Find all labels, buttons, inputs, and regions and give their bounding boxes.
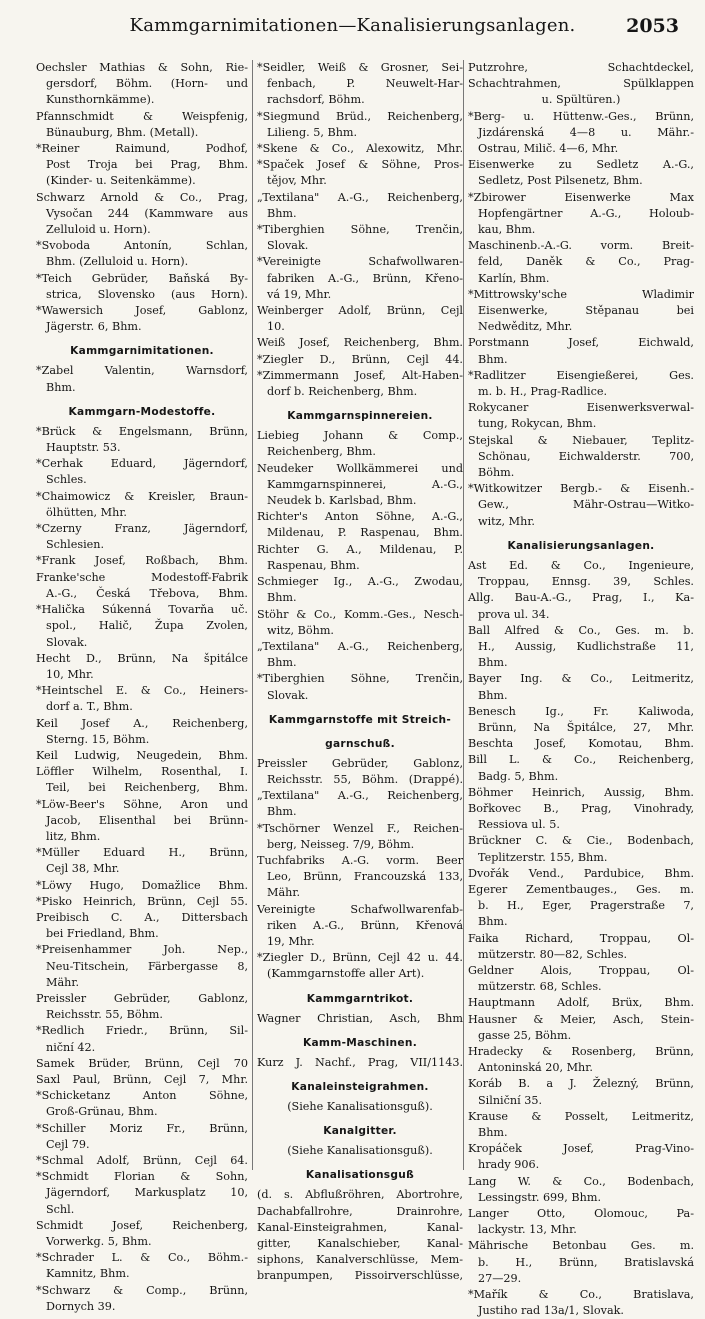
entry-line: Langer Otto, Olomouc, Pa- — [468, 1207, 694, 1221]
entry-line: Sedletz, Post Pilsenetz, Bhm. — [478, 174, 643, 188]
entry-line: Bünauburg, Bhm. (Metall). — [46, 125, 199, 139]
entry-line: *Halička Súkenná Tovarňa uč. — [36, 603, 248, 617]
entry-line: Kropáček Josef, Prag-Vino- — [468, 1142, 694, 1156]
entry-line: Jägerstr. 6, Bhm. — [46, 320, 142, 334]
entry-line: Franke'sche Modestoff-Fabrik — [36, 570, 248, 584]
entry-line: fenbach, P. Neuwelt-Har- — [267, 77, 463, 91]
entry-line: (Siehe Kanalisationsguß). — [287, 1144, 433, 1158]
section-heading: Kanalisierungsanlagen. — [507, 539, 655, 552]
entry-line: Keil Ludwig, Neugedein, Bhm. — [36, 748, 248, 762]
entry-line: Keil Josef A., Reichenberg, — [36, 716, 248, 730]
entry-line: Hopfengärtner A.-G., Holoub- — [478, 206, 694, 220]
entry-line: Schles. — [46, 473, 87, 487]
entry-line: *Heintschel E. & Co., Heiners- — [36, 684, 248, 698]
section-heading: Kanalgitter. — [323, 1125, 397, 1138]
entry-line: Preissler Gebrüder, Gablonz, — [257, 756, 463, 770]
page-number: 2053 — [626, 15, 679, 37]
entry-line: Bhm. — [478, 1126, 508, 1139]
entry-line: Schönau, Eichwalderstr. 700, — [478, 449, 694, 463]
entry-line: Bhm. — [267, 656, 297, 670]
entry-line: Ast Ed. & Co., Ingenieure, — [468, 558, 694, 572]
entry-line: *Schicketanz Anton Söhne, — [36, 1089, 248, 1103]
entry-line: *Preisenhammer Joh. Nep., — [36, 943, 248, 957]
entry-line: Beschta Josef, Komotau, Bhm. — [468, 737, 694, 751]
column-left — [36, 60, 248, 1313]
entry-line: Neudek b. Karlsbad, Bhm. — [267, 494, 417, 508]
column-middle — [252, 60, 463, 1283]
section-heading: Kammgarn-Modestoffe. — [68, 405, 216, 418]
section-heading: Kammgarnstoffe mit Streich- — [268, 713, 452, 726]
entry-line: *Schmidt Florian & Sohn, — [36, 1170, 248, 1184]
entry-line: Bayer Ing. & Co., Leitmeritz, — [468, 672, 694, 686]
entry-line: Schwarz Arnold & Co., Prag, — [36, 190, 248, 204]
entry-line: Preissler Gebrüder, Gablonz, — [36, 991, 248, 1005]
entry-line: Mähr. — [46, 975, 80, 989]
entry-line: *Witkowitzer Bergb.- & Eisenh.- — [468, 482, 694, 496]
entry-line: Porstmann Josef, Eichwald, — [468, 336, 694, 350]
entry-line: Geldner Alois, Troppau, Ol- — [468, 963, 694, 977]
entry-line: Jacob, Elisenthal bei Brünn- — [46, 813, 248, 827]
entry-line: Bhm. — [267, 206, 297, 220]
entry-line: rachsdorf, Böhm. — [267, 93, 365, 107]
entry-line: Ressiova ul. 5. — [478, 818, 560, 832]
entry-line: (Kammgarnstoffe aller Art). — [267, 967, 425, 981]
entry-line: Leo, Brünn, Francouzská 133, — [267, 870, 463, 884]
entry-line: *Berg- u. Hüttenw.-Ges., Brünn, — [468, 109, 694, 123]
entry-line: Dachabfallrohre, Drainrohre, — [257, 1204, 463, 1218]
entry-line: Dvořák Vend., Pardubice, Bhm. — [468, 866, 694, 880]
entry-line: Bhm. — [267, 805, 297, 819]
entry-line: Brückner C. & Cie., Bodenbach, — [468, 834, 694, 848]
entry-line: Badg. 5, Bhm. — [478, 769, 559, 783]
section-heading: Kammgarnimitationen. — [70, 345, 214, 358]
entry-line: bei Friedland, Bhm. — [46, 927, 159, 941]
entry-line: *Skene & Co., Alexowitz, Mhr. — [257, 142, 463, 156]
entry-line: „Textilana" A.-G., Reichenberg, — [257, 190, 463, 204]
entry-line: spol., Halič, Župa Zvolen, — [46, 619, 248, 633]
entry-line: Richter G. A., Mildenau, P. — [257, 542, 463, 556]
entry-line: 10, Mhr. — [46, 667, 94, 681]
entry-line: Bhm. — [267, 591, 297, 605]
entry-line: Jägerndorf, Markusplatz 10, — [46, 1186, 248, 1200]
entry-line: Kamnitz, Bhm. — [46, 1267, 130, 1281]
entry-line: *Schrader L. & Co., Böhm.- — [36, 1251, 248, 1265]
entry-line: Putzrohre, Schachtdeckel, — [468, 61, 694, 74]
entry-line: Cejl 79. — [46, 1137, 90, 1151]
entry-line: Bhm. — [478, 688, 508, 702]
entry-line: Egerer Zementbauges., Ges. m. — [468, 882, 694, 896]
entry-line: *Ziegler D., Brünn, Cejl 44. — [257, 352, 463, 366]
entry-line: kau, Bhm. — [478, 223, 536, 237]
entry-line: feld, Daněk & Co., Prag- — [478, 255, 694, 269]
entry-line: Stöhr & Co., Komm.-Ges., Nesch- — [257, 607, 463, 621]
entry-line: *Müller Eduard H., Brünn, — [36, 846, 248, 860]
entry-line: witz, Böhm. — [267, 623, 334, 637]
entry-line: Liebieg Johann & Comp., — [257, 429, 463, 443]
entry-line: dorf b. Reichenberg, Bhm. — [267, 385, 418, 399]
entry-line: Mährische Betonbau Ges. m. — [468, 1239, 694, 1253]
entry-line: Wagner Christian, Asch, Bhm — [257, 1011, 463, 1025]
entry-line: 19, Mhr. — [267, 934, 315, 948]
entry-line: Vysočan 244 (Kammware aus — [46, 206, 248, 220]
entry-line: dorf a. T., Bhm. — [46, 700, 133, 714]
entry-line: Troppau, Ennsg. 39, Schles. — [478, 575, 694, 589]
entry-line: Zelluloid u. Horn). — [46, 223, 151, 237]
entry-line: Allg. Bau-A.-G., Prag, I., Ka- — [468, 591, 694, 605]
entry-line: (Siehe Kanalisationsguß). — [287, 1099, 433, 1113]
entry-line: strica, Slovensko (aus Horn). — [46, 287, 248, 301]
page-title: Kammgarnimitationen—Kanalisierungsanlagen. — [129, 15, 576, 36]
entry-line: Rokycaner Eisenwerksverwal- — [468, 401, 694, 415]
entry-line: Bhm. — [478, 352, 508, 366]
entry-line: H., Aussig, Kudlichstraße 11, — [478, 639, 694, 653]
section-heading: garnschuß. — [325, 737, 395, 750]
entry-line: Jizdárenská 4—8 u. Mähr.- — [478, 125, 694, 139]
entry-line: *Löwy Hugo, Domažlice Bhm. — [36, 878, 248, 892]
entry-line: Tuchfabriks A.-G. vorm. Beer — [257, 853, 463, 867]
entry-line: *Mittrowsky'sche Wladimir — [468, 287, 694, 301]
entry-line: Böhm. — [478, 466, 515, 480]
entry-line: Sterng. 15, Böhm. — [46, 732, 150, 746]
entry-line: tějov, Mhr. — [267, 174, 327, 188]
entry-line: 27—29. — [478, 1271, 522, 1285]
entry-line: Mildenau, P. Raspenau, Bhm. — [267, 526, 463, 540]
section-heading: Kanalisationsguß — [305, 1169, 415, 1182]
entry-line: ölhütten, Mhr. — [46, 505, 127, 519]
section-heading: Kamm-Maschinen. — [302, 1036, 418, 1049]
entry-line: *Brück & Engelsmann, Brünn, — [36, 424, 248, 438]
section-heading: Kammgarnspinnereien. — [287, 410, 433, 423]
entry-line: Bhm. — [478, 915, 508, 929]
entry-line: Slovak. — [267, 688, 309, 702]
entry-line: Post Troja bei Prag, Bhm. — [46, 158, 248, 172]
entry-line: Justiho rad 13a/1, Slovak. — [478, 1304, 624, 1318]
entry-line: Koráb B. a J. Železný, Brünn, — [468, 1077, 694, 1091]
entry-line: Kammgarnspinnerei, A.-G., — [267, 477, 463, 491]
entry-line: Dornych 39. — [46, 1299, 116, 1313]
entry-line: Weiß Josef, Reichenberg, Bhm. — [257, 336, 463, 350]
entry-line: *Zimmermann Josef, Alt-Haben- — [257, 368, 463, 382]
entry-line: Raspenau, Bhm. — [267, 558, 360, 572]
entry-line: A.-G., Česká Třebova, Bhm. — [46, 586, 248, 600]
entry-line: riken A.-G., Brünn, Křenová — [267, 918, 463, 932]
entry-line: Eisenwerke, Stěpanau bei — [478, 304, 694, 318]
entry-line: Schl. — [46, 1202, 75, 1216]
entry-line: Vorwerkg. 5, Bhm. — [46, 1235, 152, 1249]
entry-line: Richter's Anton Söhne, A.-G., — [257, 510, 463, 524]
entry-line: berg, Neisseg. 7/9, Böhm. — [267, 837, 415, 851]
entry-line: *Schwarz & Comp., Brünn, — [36, 1283, 248, 1297]
entry-line: *Redlich Friedr., Brünn, Sil- — [36, 1024, 248, 1038]
entry-line: Bill L. & Co., Reichenberg, — [468, 753, 694, 767]
entry-line: Ostrau, Milič. 4—6, Mhr. — [478, 142, 619, 156]
entry-line: Gew., Mähr-Ostrau—Witko- — [478, 498, 694, 512]
entry-line: Kanal-Einsteigrahmen, Kanal- — [257, 1220, 463, 1234]
entry-line: Faika Richard, Troppau, Ol- — [468, 931, 694, 945]
entry-line: Schmidt Josef, Reichenberg, — [36, 1218, 248, 1232]
entry-line: m. b. H., Prag-Radlice. — [478, 385, 608, 399]
entry-line: Stejskal & Niebauer, Teplitz- — [468, 433, 694, 447]
entry-line: Groß-Grünau, Bhm. — [46, 1105, 158, 1119]
entry-line: Bořkovec B., Prag, Vinohrady, — [468, 801, 694, 815]
entry-line: Bhm. — [46, 380, 76, 394]
entry-line: *Zbirower Eisenwerke Max — [468, 190, 694, 204]
entry-line: Neu-Titschein, Färbergasse 8, — [46, 959, 248, 973]
entry-line: Krause & Posselt, Leitmeritz, — [468, 1109, 694, 1123]
entry-line: vá 19, Mhr. — [267, 287, 332, 301]
entry-line: Schachtrahmen, Spülklappen — [468, 77, 694, 91]
entry-line: *Cerhak Eduard, Jägerndorf, — [36, 457, 248, 471]
entry-line: 10. — [267, 320, 285, 334]
entry-line: *Radlitzer Eisengießerei, Ges. — [468, 368, 694, 382]
entry-line: Teil, bei Reichenberg, Bhm. — [46, 781, 248, 795]
running-header — [0, 14, 705, 38]
entry-line: gasse 25, Böhm. — [478, 1028, 572, 1042]
directory-columns — [36, 60, 694, 1318]
entry-line: Oechsler Mathias & Sohn, Rie- — [36, 61, 248, 74]
entry-line: Karlín, Bhm. — [478, 271, 550, 285]
entry-line: fabriken A.-G., Brünn, Křeno- — [267, 271, 463, 285]
entry-line: gitter, Kanalschieber, Kanal- — [257, 1236, 463, 1250]
entry-line: *Ziegler D., Brünn, Cejl 42 u. 44. — [257, 951, 463, 965]
entry-line: Saxl Paul, Brünn, Cejl 7, Mhr. — [36, 1072, 248, 1086]
entry-line: „Textilana" A.-G., Reichenberg, — [257, 639, 463, 653]
entry-line: Benesch Ig., Fr. Kaliwoda, — [468, 704, 694, 718]
entry-line: Lilieng. 5, Bhm. — [267, 125, 358, 139]
entry-line: Brünn, Na Špitálce, 27, Mhr. — [478, 720, 694, 734]
entry-line: Hauptmann Adolf, Brüx, Bhm. — [468, 996, 694, 1010]
entry-line: *Mařík & Co., Bratislava, — [468, 1288, 694, 1302]
entry-line: *Tschörner Wenzel F., Reichen- — [257, 821, 463, 835]
entry-line: *Tiberghien Söhne, Trenčin, — [257, 672, 463, 686]
entry-line: Nedwěditz, Mhr. — [478, 320, 573, 334]
entry-line: Vereinigte Schafwollwarenfab- — [257, 902, 463, 916]
entry-line: *Löw-Beer's Söhne, Aron und — [36, 797, 248, 811]
entry-line: Silniční 35. — [478, 1093, 543, 1107]
entry-line: Kurz J. Nachf., Prag, VII/1143. — [257, 1055, 463, 1069]
entry-line: Eisenwerke zu Sedletz A.-G., — [468, 158, 694, 172]
entry-line: u. Spültüren.) — [541, 93, 621, 107]
section-heading: Kanaleinsteigrahmen. — [291, 1080, 429, 1093]
entry-line: *Czerny Franz, Jägerndorf, — [36, 522, 248, 536]
entry-line: *Svoboda Antonín, Schlan, — [36, 239, 248, 253]
entry-line: Ball Alfred & Co., Ges. m. b. — [468, 623, 694, 637]
entry-line: Kunsthornkämme). — [46, 93, 155, 107]
entry-line: Reichsstr. 55, Böhm. — [46, 1008, 163, 1022]
entry-line: (d. s. Abflußröhren, Abortrohre, — [257, 1188, 463, 1202]
entry-line: *Siegmund Brüd., Reichenberg, — [257, 109, 463, 123]
entry-line: *Wawersich Josef, Gablonz, — [36, 304, 248, 318]
entry-line: *Pisko Heinrich, Brünn, Cejl 55. — [36, 894, 248, 908]
entry-line: Hradecky & Rosenberg, Brünn, — [468, 1044, 694, 1058]
entry-line: hrady 906. — [478, 1158, 540, 1172]
entry-line: Pfannschmidt & Weispfenig, — [36, 109, 248, 123]
entry-line: mützerstr. 80—82, Schles. — [478, 947, 628, 961]
entry-line: Bhm. — [478, 656, 508, 670]
entry-line: lackystr. 13, Mhr. — [478, 1223, 577, 1237]
entry-line: niční 42. — [46, 1040, 96, 1054]
entry-line: *Schiller Moriz Fr., Brünn, — [36, 1121, 248, 1135]
entry-line: Lang W. & Co., Bodenbach, — [468, 1174, 694, 1188]
entry-line: mützerstr. 68, Schles. — [478, 980, 602, 994]
entry-line: Antoninská 20, Mhr. — [478, 1061, 593, 1075]
entry-line: *Frank Josef, Roßbach, Bhm. — [36, 554, 248, 568]
entry-line: (Kinder- u. Seitenkämme). — [46, 174, 196, 188]
entry-line: *Seidler, Weiß & Grosner, Sei- — [257, 61, 463, 74]
entry-line: litz, Bhm. — [46, 829, 101, 843]
column-right — [463, 60, 694, 1318]
entry-line: Teplitzerstr. 155, Bhm. — [478, 850, 608, 864]
entry-line: Preibisch C. A., Dittersbach — [36, 910, 248, 924]
section-heading: Kammgarntrikot. — [306, 992, 414, 1005]
entry-line: Maschinenb.-A.-G. vorm. Breit- — [468, 239, 694, 253]
entry-line: Löffler Wilhelm, Rosenthal, I. — [36, 765, 248, 779]
entry-line: Schlesien. — [46, 538, 105, 552]
entry-line: Hausner & Meier, Asch, Stein- — [468, 1012, 694, 1026]
entry-line: tung, Rokycan, Bhm. — [478, 417, 597, 431]
entry-line: *Tiberghien Söhne, Trenčin, — [257, 223, 463, 237]
entry-line: prova ul. 34. — [478, 607, 550, 621]
entry-line: „Textilana" A.-G., Reichenberg, — [257, 789, 463, 803]
entry-line: *Schmal Adolf, Brünn, Cejl 64. — [36, 1154, 248, 1167]
entry-line: Cejl 38, Mhr. — [46, 862, 120, 876]
entry-line: Reichsstr. 55, Böhm. (Drappé). — [267, 772, 463, 786]
entry-line: Slovak. — [46, 635, 88, 649]
entry-line: *Spaček Josef & Söhne, Pros- — [257, 158, 463, 172]
entry-line: *Reiner Raimund, Podhof, — [36, 142, 248, 156]
entry-line: Slovak. — [267, 239, 309, 253]
entry-line: Weinberger Adolf, Brünn, Cejl — [257, 304, 463, 318]
entry-line: Hecht D., Brünn, Na špitálce — [36, 651, 248, 665]
entry-line: Mähr. — [267, 886, 301, 900]
entry-line: branpumpen, Pissoirverschlüsse, — [257, 1269, 463, 1283]
entry-line: b. H., Brünn, Bratislavská — [478, 1255, 694, 1269]
entry-line: *Vereinigte Schafwollwaren- — [257, 255, 463, 269]
entry-line: Reichenberg, Bhm. — [267, 445, 376, 459]
entry-line: b. H., Eger, Pragerstraße 7, — [478, 899, 694, 913]
entry-line: Neudeker Wollkämmerei und — [257, 461, 463, 475]
entry-line: Böhmer Heinrich, Aussig, Bhm. — [468, 785, 694, 799]
entry-line: Hauptstr. 53. — [46, 441, 121, 455]
entry-line: witz, Mhr. — [478, 514, 535, 528]
entry-line: *Zabel Valentin, Warnsdorf, — [36, 364, 248, 378]
entry-line: siphons, Kanalverschlüsse, Mem- — [257, 1253, 463, 1267]
entry-line: Lessingstr. 699, Bhm. — [478, 1190, 602, 1204]
entry-line: *Teich Gebrüder, Baňská By- — [36, 271, 248, 285]
entry-line: *Chaimowicz & Kreisler, Braun- — [36, 489, 248, 503]
entry-line: Bhm. (Zelluloid u. Horn). — [46, 255, 189, 269]
entry-line: Samek Brüder, Brünn, Cejl 70 — [36, 1056, 248, 1070]
entry-line: gersdorf, Böhm. (Horn- und — [46, 77, 248, 91]
entry-line: Schmieger Ig., A.-G., Zwodau, — [257, 575, 463, 589]
